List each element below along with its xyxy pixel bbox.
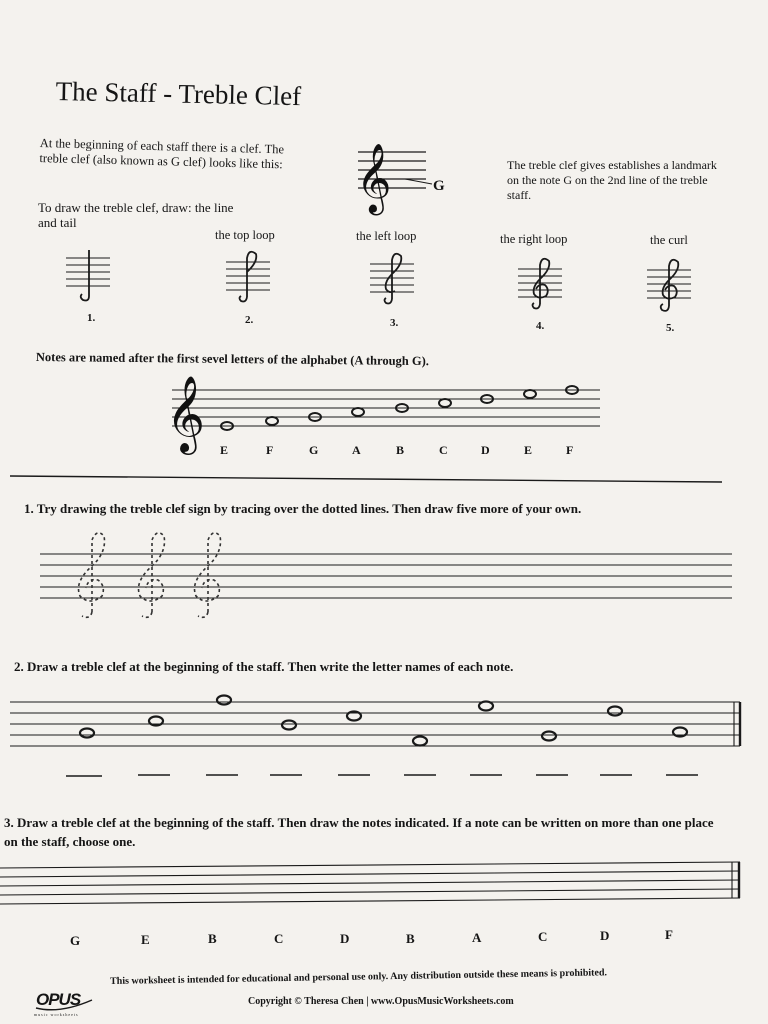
- opus-logo: OPUS: [36, 990, 81, 1009]
- q1-staff: [40, 554, 732, 598]
- step-staff-4: [518, 259, 562, 309]
- footer-copyright: Copyright © Theresa Chen | www.OpusMusicWorksheets.com: [248, 996, 514, 1007]
- section-divider: [10, 476, 722, 482]
- note-name-7: D: [481, 443, 490, 457]
- q3-target-10: F: [665, 927, 673, 942]
- step-number-4: 4.: [536, 320, 545, 332]
- landmark-note: The treble clef gives establishes a landmark on the note G on the 2nd line of the treble staff.: [507, 158, 717, 202]
- q3-target-5: D: [340, 931, 350, 946]
- note-name-4: A: [352, 443, 361, 457]
- question-1: 1. Try drawing the treble clef sign by tracing over the dotted lines. Then draw five more of your own.: [24, 501, 582, 516]
- note-name-5: B: [396, 443, 405, 457]
- note-name-8: E: [524, 443, 533, 457]
- q3-target-7: A: [472, 930, 482, 945]
- intro-text: At the beginning of each staff there is a clef. The treble clef (also known as G clef) looks like this:: [39, 136, 285, 172]
- step-staff-3: [370, 254, 414, 304]
- note-name-3: G: [309, 443, 319, 457]
- step-label-5: the curl: [650, 233, 688, 247]
- q2-staff: [10, 702, 740, 746]
- q3-target-2: E: [141, 932, 150, 947]
- footer-usage-note: This worksheet is intended for educational and personal use only. Any distribution outside these means is prohibited.: [110, 967, 608, 987]
- treble-clef-icon: 𝄞: [356, 143, 392, 213]
- note-name-6: C: [439, 443, 448, 457]
- note-name-2: F: [266, 443, 274, 457]
- step-number-2: 2.: [245, 314, 254, 326]
- page-title: The Staff - Treble Clef: [55, 76, 302, 112]
- step-number-5: 5.: [666, 322, 675, 334]
- dotted-clef-tracing: [79, 533, 221, 618]
- step-label-3: the left loop: [356, 229, 417, 243]
- g-line-label: G: [433, 178, 445, 194]
- question-2: 2. Draw a treble clef at the beginning of the staff. Then write the letter names of each note.: [14, 659, 514, 674]
- step-staff-5: [647, 260, 691, 311]
- q3-staff: [0, 862, 740, 904]
- opus-logo-subtitle: music worksheets: [34, 1012, 79, 1017]
- q3-target-3: B: [208, 931, 217, 946]
- step-label-4: the right loop: [500, 232, 568, 246]
- step-number-1: 1.: [87, 312, 96, 324]
- q2-answer-blanks: [66, 775, 698, 776]
- q3-target-6: B: [406, 931, 415, 946]
- logo-swoosh: [36, 1000, 92, 1010]
- note-name-1: E: [220, 443, 229, 457]
- step-staff-2: [226, 252, 270, 302]
- step-number-3: 3.: [390, 317, 399, 329]
- q3-target-9: D: [600, 928, 610, 943]
- how-to-draw-text: To draw the treble clef, draw: the line and tail: [38, 200, 234, 230]
- note-name-9: F: [566, 443, 574, 457]
- question-3: 3. Draw a treble clef at the beginning of the staff. Then draw the notes indicated. If a note can be written on more than one place on the staff, choose one.: [4, 815, 714, 849]
- treble-clef-icon: 𝄞: [166, 375, 206, 452]
- q3-target-8: C: [538, 929, 548, 944]
- step-staff-1: [66, 250, 110, 301]
- step-label-2: the top loop: [215, 228, 275, 242]
- notes-heading: Notes are named after the first sevel letters of the alphabet (A through G).: [35, 350, 429, 369]
- q2-notes: [80, 696, 687, 746]
- q3-target-1: G: [70, 933, 81, 948]
- q3-target-4: C: [274, 931, 284, 946]
